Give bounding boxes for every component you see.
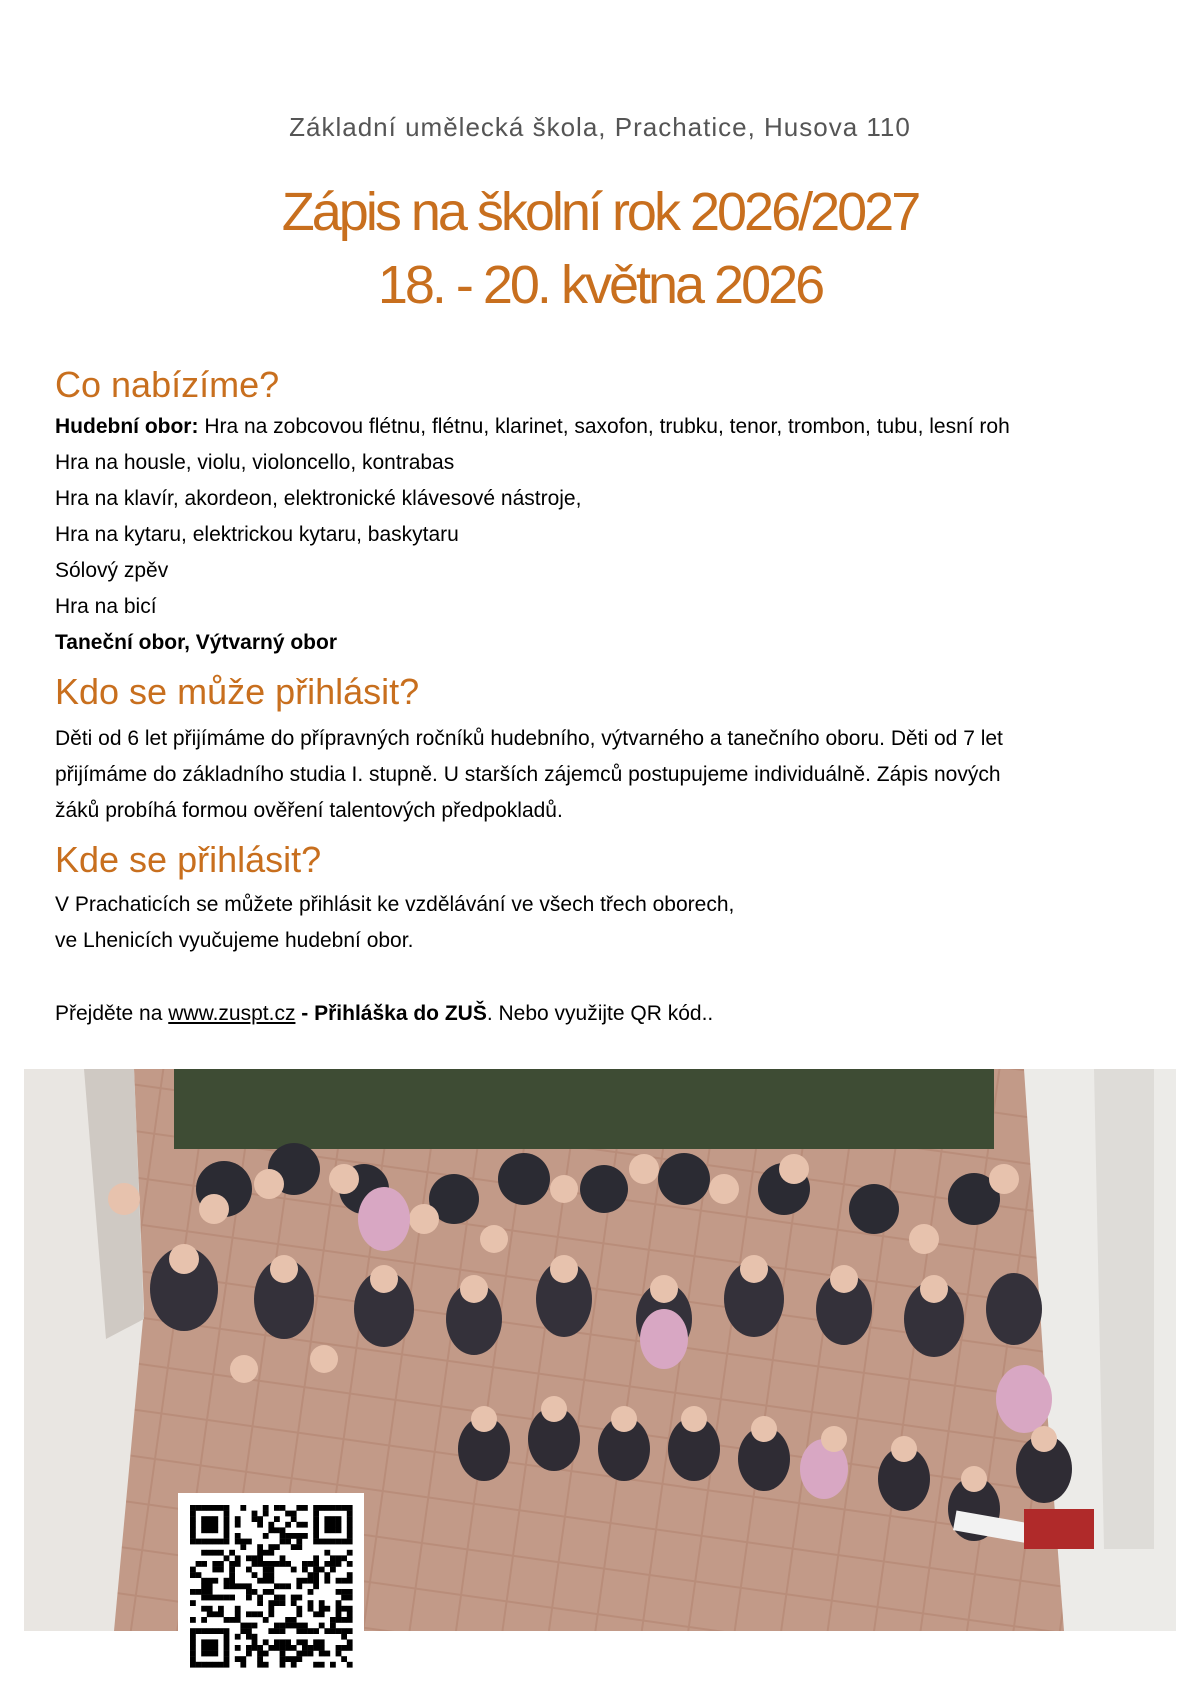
title-line-2: 18. - 20. května 2026: [377, 255, 823, 315]
goto-suffix: . Nebo využijte QR kód..: [486, 1002, 714, 1025]
heading-who: Kdo se může přihlásit?: [55, 671, 420, 712]
where-line: V Prachaticích se můžete přihlásit ke vzdělávání ve všech třech oborech,: [55, 893, 735, 916]
heading-offer: Co nabízíme?: [55, 364, 280, 405]
other-fields: Taneční obor, Výtvarný obor: [55, 631, 338, 654]
offer-line: Hra na bicí: [55, 595, 157, 618]
title-line-1: Zápis na školní rok 2026/2027: [281, 182, 919, 242]
music-label: Hudební obor:: [55, 415, 199, 438]
who-line: Děti od 6 let přijímáme do přípravných ročníků hudebního, výtvarného a tanečního oboru. Děti od 7 let: [55, 727, 1003, 750]
application-label: - Přihláška do ZUŠ: [295, 1002, 487, 1025]
goto-line: [55, 1003, 713, 1024]
website-link[interactable]: www.zuspt.cz: [168, 1002, 296, 1025]
qr-code-image: [178, 1493, 364, 1679]
where-line: ve Lhenicích vyučujeme hudební obor.: [55, 929, 414, 952]
goto-prefix: Přejděte na: [55, 1002, 169, 1025]
who-line: žáků probíhá formou ověření talentových předpokladů.: [55, 799, 563, 822]
music-line: [55, 416, 1010, 437]
offer-line: Hra na kytaru, elektrickou kytaru, baskytaru: [55, 523, 459, 546]
offer-line: Hra na housle, violu, violoncello, kontrabas: [55, 451, 455, 474]
offer-line: Hra na klavír, akordeon, elektronické klávesové nástroje,: [55, 487, 582, 510]
qr-code[interactable]: [178, 1493, 364, 1679]
heading-where: Kde se přihlásit?: [55, 839, 322, 880]
school-name: Základní umělecká škola, Prachatice, Husova 110: [289, 112, 911, 142]
offer-line: Sólový zpěv: [55, 559, 169, 582]
who-line: přijímáme do základního studia I. stupně. U starších zájemců postupujeme individuálně. Zápis nových: [55, 763, 1001, 786]
music-text: Hra na zobcovou flétnu, flétnu, klarinet, saxofon, trubku, tenor, trombon, tubu, lesní roh: [198, 415, 1010, 438]
